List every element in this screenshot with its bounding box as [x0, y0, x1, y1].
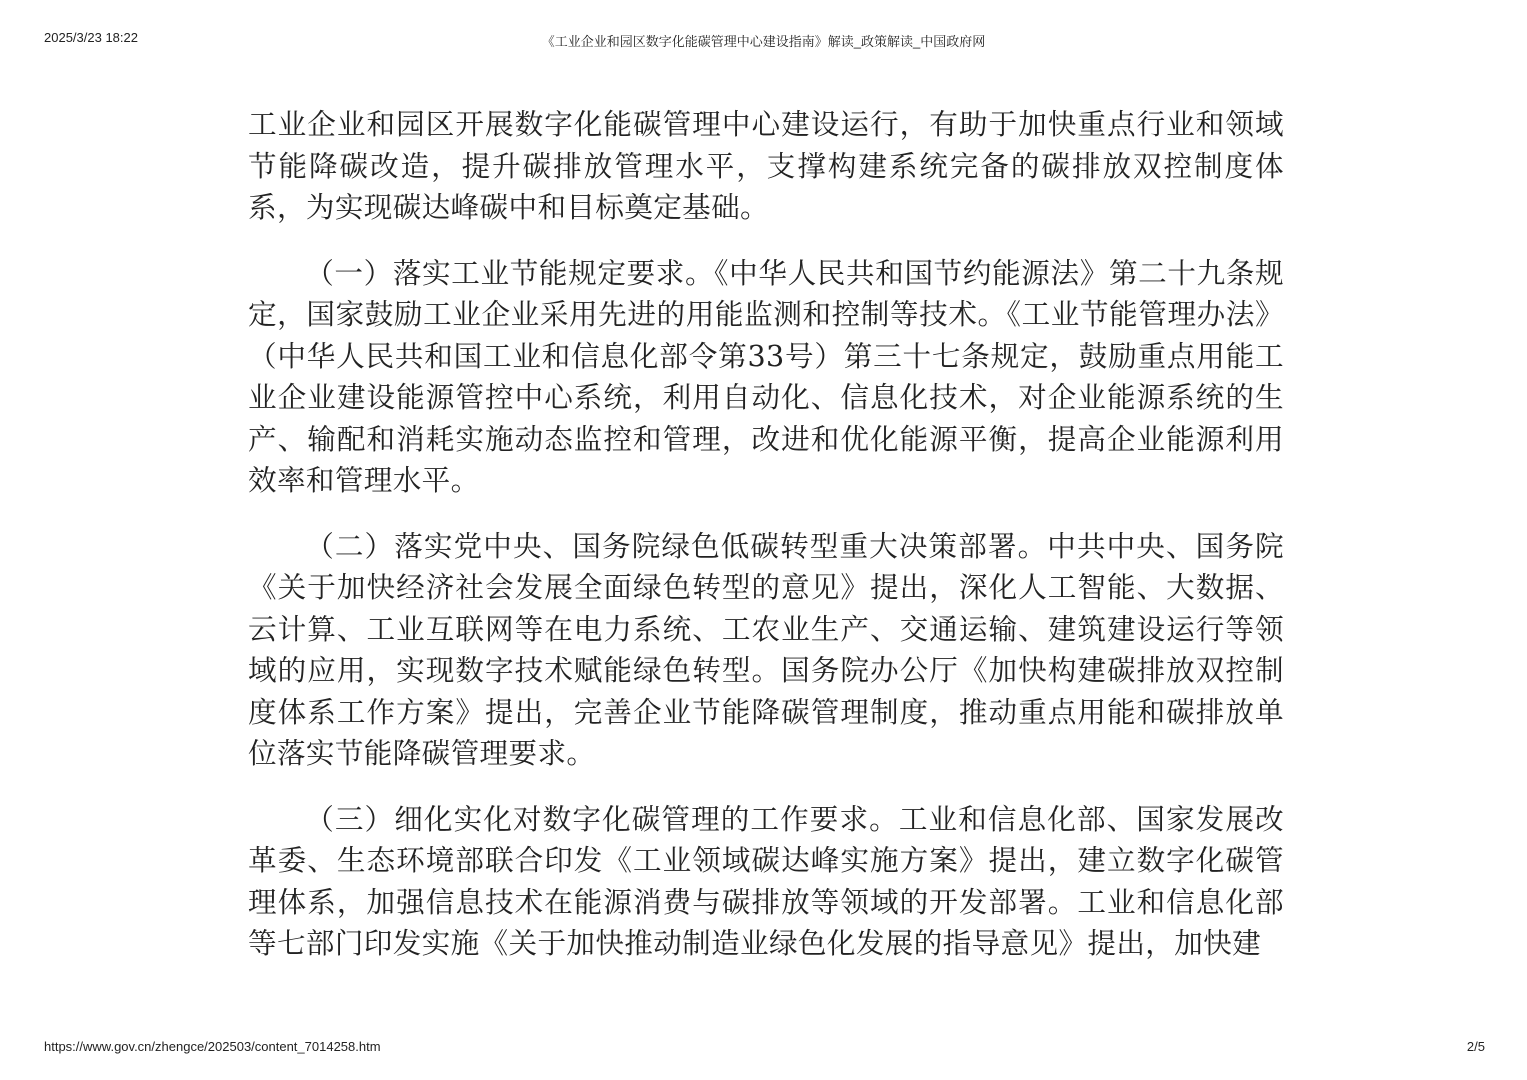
print-page-number: 2/5 — [1466, 1039, 1485, 1054]
print-url: https://www.gov.cn/zhengce/202503/content_7014258.htm — [44, 1039, 381, 1054]
article-paragraph: （一）落实工业节能规定要求。《中华人民共和国节约能源法》第二十九条规定，国家鼓励工业企业采用先进的用能监测和控制等技术。《工业节能管理办法》（中华人民共和国工业和信息化部令第33号）第三十七条规定，鼓励重点用能工业企业建设能源管控中心系统，利用自动化、信息化技术，对企业能源系统的生产、输配和消耗实施动态监控和管理，改进和优化能源平衡，提高企业能源利用效率和管理水平。 — [248, 255, 1284, 497]
article-body — [248, 104, 1284, 965]
print-datetime: 2025/3/23 18:22 — [44, 30, 138, 45]
article-paragraph: （三）细化实化对数字化碳管理的工作要求。工业和信息化部、国家发展改革委、生态环境部联合印发《工业领域碳达峰实施方案》提出，建立数字化碳管理体系，加强信息技术在能源消费与碳排放等领域的开发部署。工业和信息化部等七部门印发实施《关于加快推动制造业绿色化发展的指导意见》提出，加快建 — [248, 801, 1284, 960]
article-paragraph: （二）落实党中央、国务院绿色低碳转型重大决策部署。中共中央、国务院《关于加快经济社会发展全面绿色转型的意见》提出，深化人工智能、大数据、云计算、工业互联网等在电力系统、工农业生产、交通运输、建筑建设运行等领域的应用，实现数字技术赋能绿色转型。国务院办公厅《加快构建碳排放双控制度体系工作方案》提出，完善企业节能降碳管理制度，推动重点用能和碳排放单位落实节能降碳管理要求。 — [248, 528, 1284, 770]
article-paragraph: 工业企业和园区开展数字化能碳管理中心建设运行，有助于加快重点行业和领域节能降碳改造，提升碳排放管理水平，支撑构建系统完备的碳排放双控制度体系，为实现碳达峰碳中和目标奠定基础。 — [248, 107, 1284, 224]
print-page-title: 《工业企业和园区数字化能碳管理中心建设指南》解读_政策解读_中国政府网 — [541, 34, 986, 49]
